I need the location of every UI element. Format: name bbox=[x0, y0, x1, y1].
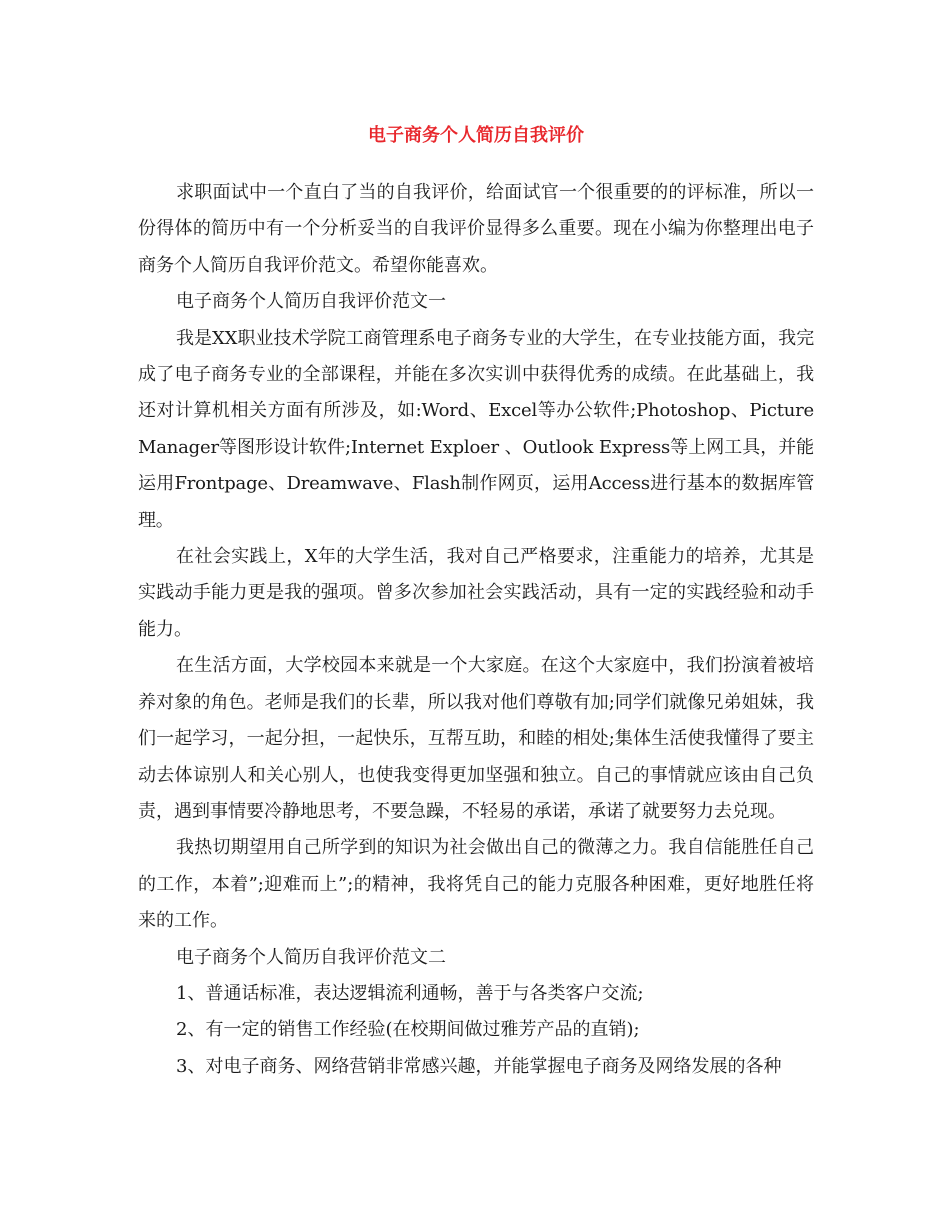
sample-one-paragraph-closing: 我热切期望用自己所学到的知识为社会做出自己的微薄之力。我自信能胜任自己的工作，本着”;迎难而上”;的精神，我将凭自己的能力克服各种困难，更好地胜任将来的工作。 bbox=[138, 837, 814, 932]
document-title: 电子商务个人简历自我评价 bbox=[368, 125, 584, 146]
document-page bbox=[138, 118, 814, 1085]
section-heading-sample-two: 电子商务个人简历自我评价范文二 bbox=[176, 946, 446, 968]
sample-one-paragraph-skills: 我是XX职业技术学院工商管理系电子商务专业的大学生，在专业技能方面，我完成了电子商务专业的全部课程，并能在多次实训中获得优秀的成绩。在此基础上，我还对计算机相关方面有所涉及，如:Word、Excel等办公软件;Photoshop、Picture Manager等图形设计软件;Internet Exploer 、Outlook Express等上网工具，并能运用Frontpage、Dreamwave、Flash制作网页，运用Access进行基本的数据库管理。 bbox=[138, 327, 814, 531]
sample-two-item-1: 1、普通话标准，表达逻辑流利通畅，善于与各类客户交流; bbox=[176, 982, 644, 1004]
section-heading-sample-one: 电子商务个人简历自我评价范文一 bbox=[176, 291, 446, 313]
sample-two-item-2: 2、有一定的销售工作经验(在校期间做过雅芳产品的直销); bbox=[176, 1019, 640, 1041]
intro-paragraph: 求职面试中一个直白了当的自我评价，给面试官一个很重要的的评标准，所以一份得体的简历中有一个分析妥当的自我评价显得多么重要。现在小编为你整理出电子商务个人简历自我评价范文。希望你能喜欢。 bbox=[138, 182, 814, 276]
sample-one-paragraph-practice: 在社会实践上，X年的大学生活，我对自己严格要求，注重能力的培养，尤其是实践动手能力更是我的强项。曾多次参加社会实践活动，具有一定的实践经验和动手能力。 bbox=[138, 546, 814, 640]
sample-one-paragraph-life: 在生活方面，大学校园本来就是一个大家庭。在这个大家庭中，我们扮演着被培养对象的角色。老师是我们的长辈，所以我对他们尊敬有加;同学们就像兄弟姐妹，我们一起学习，一起分担，一起快乐，互帮互助，和睦的相处;集体生活使我懂得了要主动去体谅别人和关心别人，也使我变得更加坚强和独立。自己的事情就应该由自己负责，遇到事情要冷静地思考，不要急躁，不轻易的承诺，承诺了就要努力去兑现。 bbox=[138, 655, 814, 822]
sample-two-item-3: 3、对电子商务、网络营销非常感兴趣，并能掌握电子商务及网络发展的各种 bbox=[176, 1055, 782, 1077]
